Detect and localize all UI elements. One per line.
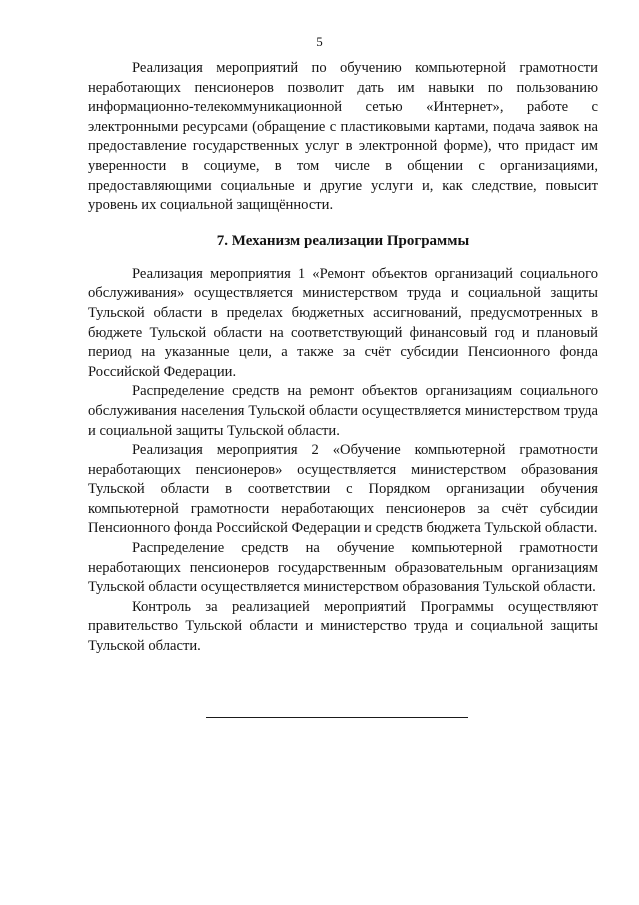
intro-paragraph: Реализация мероприятий по обучению компьютерной грамотности неработающих пенсионеров позволит дать им навыки по пользованию информационно-телекоммуникационной сетью «Интернет», работе с электронными ресурсами (обращение с пластиковыми картами, подача заявок на предоставление государственных услуг в электронной форме), что придаст им уверенности в социуме, в том числе в общении с организациями, предоставляющими социальные и другие услуги и, как следствие, повысит уровень их социальной защищённости. [88,60,598,214]
section-heading: 7. Механизм реализации Программы [216,232,470,249]
paragraph-computer-training: Реализация мероприятия 2 «Обучение компьютерной грамотности неработающих пенсионеров» осуществляется министерством образования Тульской области в соответствии с Порядком организации обучения компьютерной грамотности неработающих пенсионеров за счёт субсидии Пенсионного фонда Российской Федерации и средств бюджета Тульской области. [88,442,598,537]
paragraph-repair-funding: Реализация мероприятия 1 «Ремонт объектов организаций социального обслуживания» осуществляется министерством труда и социальной защиты Тульской области в пределах бюджетных ассигнований, предусмотренных в бюджете Тульской области на соответствующий финансовый год и плановый период на указанные цели, а также за счёт субсидии Пенсионного фонда Российской Федерации. [88,265,598,380]
closing-separator-line [206,717,468,718]
document-body [88,59,598,657]
paragraph-training-distribution: Распределение средств на обучение компьютерной грамотности неработающих пенсионеров государственным образовательным организациям Тульской области осуществляется министерством образования Тульской области. [88,540,598,596]
paragraph-program-control: Контроль за реализацией мероприятий Программы осуществляют правительство Тульской области и министерство труда и социальной защиты Тульской области. [88,598,598,655]
paragraph-repair-distribution: Распределение средств на ремонт объектов организациям социального обслуживания населения Тульской области осуществляется министерством труда и социальной защиты Тульской области. [88,383,598,439]
page-number: 5 [316,34,323,49]
